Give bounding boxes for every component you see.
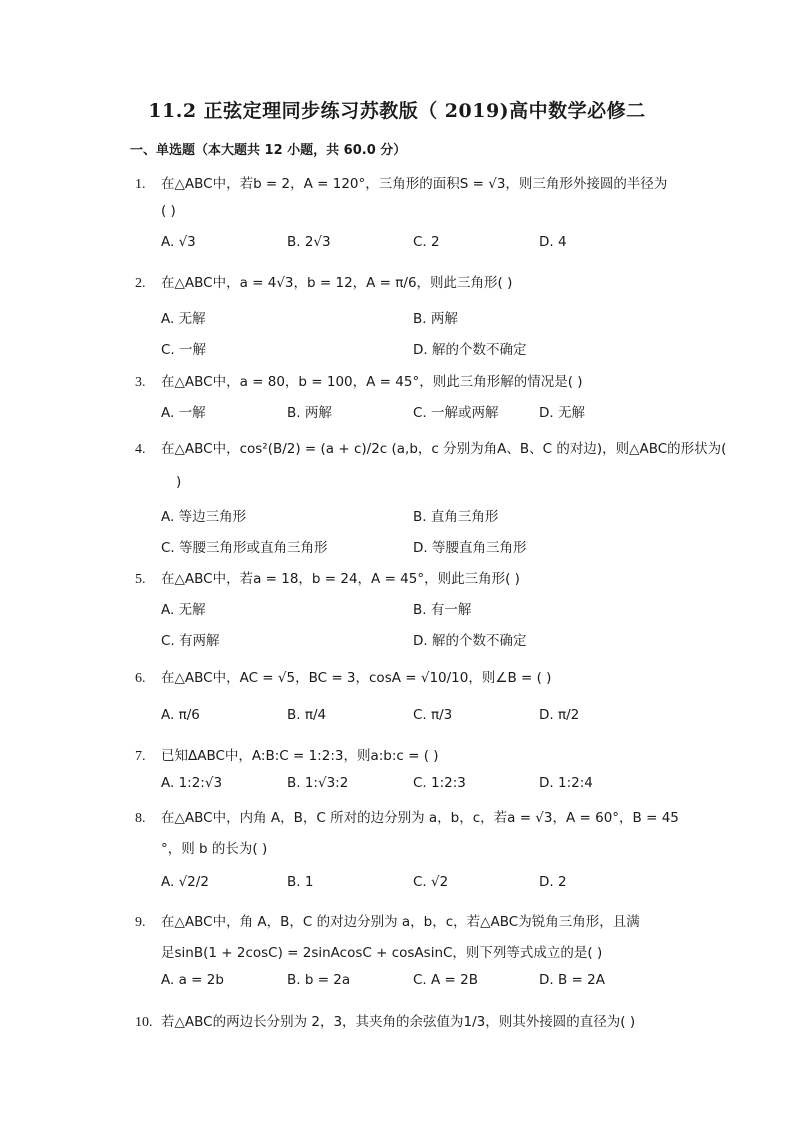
question-number: 8. [135,811,146,826]
question-text: 在△ABC中，cos²(B/2) = (a + c)/2c (a,b，c 分别为角A、B、C 的对边)，则△ABC的形状为( [161,441,727,457]
option-c: C. 一解 [161,342,207,358]
option-a: A. 一解 [161,405,206,421]
question-number: 4. [135,442,146,457]
option-a: A. 等边三角形 [161,509,247,525]
option-b: B. π/4 [287,707,327,723]
option-c: C. 有两解 [161,633,220,649]
question-text: 已知ΔABC中，A:B:C = 1:2:3，则a:b:c = ( ) [161,748,439,764]
option-d: D. 解的个数不确定 [413,633,527,649]
option-b: B. 2√3 [287,234,331,250]
question-number: 9. [135,915,146,930]
option-a: A. 无解 [161,311,206,327]
option-d: D. 无解 [539,405,585,421]
question-text: 在△ABC中，a = 80，b = 100，A = 45°，则此三角形解的情况是( ) [161,374,583,390]
option-b: B. 1 [287,874,314,890]
section-heading: 一、单选题（本大题共 12 小题，共 60.0 分） [130,143,407,158]
question-number: 7. [135,749,146,764]
page-title: 11.2 正弦定理同步练习苏教版（ 2019)高中数学必修二 [148,100,646,122]
option-b: B. 1:√3:2 [287,775,349,791]
option-a: A. a = 2b [161,972,224,988]
question-4 [135,437,726,458]
question-1 [135,172,667,193]
option-a: A. 无解 [161,602,206,618]
option-d: D. 1:2:4 [539,775,593,791]
option-d: D. 4 [539,234,567,250]
question-2 [135,271,512,292]
question-number: 6. [135,671,146,686]
option-a: A. √3 [161,234,196,250]
question-8 [135,806,679,827]
question-number: 2. [135,276,146,291]
question-text: 在△ABC中，内角 A，B，C 所对的边分别为 a，b，c，若a = √3，A = 60°，B = 45 [161,810,679,826]
question-number: 5. [135,572,146,587]
question-number: 1. [135,177,146,192]
option-d: D. 解的个数不确定 [413,342,527,358]
option-a: A. 1:2:√3 [161,775,223,791]
option-b: B. 直角三角形 [413,509,499,525]
option-c: C. 1:2:3 [413,775,466,791]
question-number: 10. [135,1015,153,1030]
question-9 [135,910,640,931]
option-d: D. 2 [539,874,567,890]
option-c: C. π/3 [413,707,453,723]
question-text-cont: 足sinB(1 + 2cosC) = 2sinAcosC + cosAsinC，则下列等式成立的是( ) [161,945,603,961]
question-text-cont: ( ) [161,203,176,219]
question-text: 若△ABC的两边长分别为 2，3，其夹角的余弦值为1/3，则其外接圆的直径为( ) [161,1014,636,1030]
option-c: C. 2 [413,234,440,250]
question-3 [135,370,583,391]
question-text: 在△ABC中，a = 4√3，b = 12，A = π/6，则此三角形( ) [161,275,513,291]
option-c: C. 等腰三角形或直角三角形 [161,540,328,556]
option-c: C. √2 [413,874,449,890]
question-10 [135,1010,635,1031]
question-text: 在△ABC中，AC = √5，BC = 3，cosA = √10/10，则∠B = ( ) [161,670,552,686]
option-d: D. B = 2A [539,972,605,988]
question-text-cont: °，则 b 的长为( ) [161,841,268,857]
option-a: A. √2/2 [161,874,209,890]
option-b: B. 两解 [287,405,332,421]
question-7 [135,744,439,765]
question-5 [135,567,520,588]
question-text: 在△ABC中，若a = 18，b = 24，A = 45°，则此三角形( ) [161,571,520,587]
option-c: C. A = 2B [413,972,478,988]
option-c: C. 一解或两解 [413,405,499,421]
question-6 [135,666,551,687]
option-d: D. π/2 [539,707,580,723]
question-number: 3. [135,375,146,390]
question-text: 在△ABC中，若b = 2，A = 120°，三角形的面积S = √3，则三角形外接圆的半径为 [161,176,668,192]
question-text-cont: ) [176,474,182,490]
option-b: B. 两解 [413,311,458,327]
option-a: A. π/6 [161,707,200,723]
option-b: B. 有一解 [413,602,472,618]
option-b: B. b = 2a [287,972,351,988]
question-text: 在△ABC中，角 A，B，C 的对边分别为 a，b，c，若△ABC为锐角三角形，且满 [161,914,640,930]
option-d: D. 等腰直角三角形 [413,540,527,556]
